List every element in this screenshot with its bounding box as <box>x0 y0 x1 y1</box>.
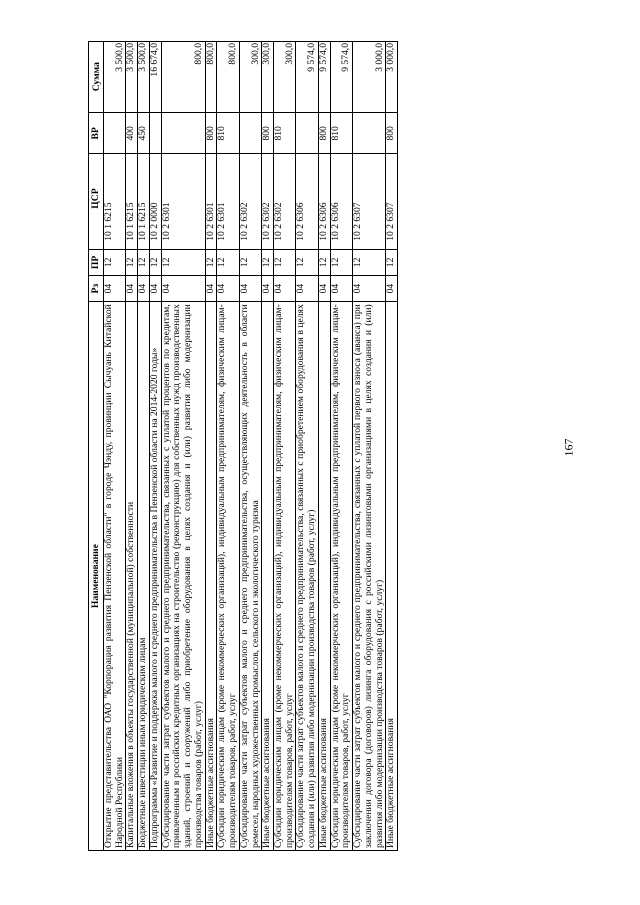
table-row <box>217 42 239 851</box>
header-sum: Сумма <box>89 42 104 113</box>
cell-rz: 04 <box>274 276 296 302</box>
cell-pr: 12 <box>353 249 386 275</box>
cell-pr: 12 <box>262 249 274 275</box>
cell-name: Иные бюджетные ассигнования <box>318 302 330 851</box>
cell-rz: 04 <box>217 276 239 302</box>
cell-vr: 800 <box>205 113 217 154</box>
cell-name: Иные бюджетные ассигнования <box>386 302 398 851</box>
cell-rz: 04 <box>353 276 386 302</box>
cell-sum: 16 674,0 <box>149 42 161 113</box>
cell-csr: 10 2 6307 <box>386 154 398 249</box>
cell-csr: 10 2 6302 <box>239 154 261 249</box>
cell-vr: 400 <box>126 113 138 154</box>
cell-sum: 3 500,0 <box>104 42 126 113</box>
cell-name: Иные бюджетные ассигнования <box>262 302 274 851</box>
page-number: 167 <box>561 438 576 457</box>
cell-name: Подпрограмма «Развитие и поддержка малого и среднего предпринимательства в Пензенской области на 2014-2020 годы» <box>149 302 161 851</box>
cell-sum: 3 000,0 <box>386 42 398 113</box>
header-pr: ПР <box>89 249 104 275</box>
cell-pr: 12 <box>161 249 205 275</box>
cell-name: Субсидии юридическим лицам (кроме некоммерческих организаций), индивидуальным предпринимателям, физическим лицам-производителям товаров, работ, услуг <box>274 302 296 851</box>
cell-rz: 04 <box>104 276 126 302</box>
cell-csr: 10 2 6302 <box>274 154 296 249</box>
cell-csr: 10 2 0000 <box>149 154 161 249</box>
cell-rz: 04 <box>205 276 217 302</box>
table-row <box>104 42 126 851</box>
cell-vr: 800 <box>386 113 398 154</box>
cell-vr <box>149 113 161 154</box>
cell-csr: 10 2 6301 <box>205 154 217 249</box>
cell-csr: 10 2 6302 <box>262 154 274 249</box>
table-row <box>205 42 217 851</box>
cell-name: Субсидирование части затрат субъектов малого и среднего предпринимательства, связанных с приобретением оборудования в целях создания и (или) развития либо модернизации производства товаров (работ, услуг) <box>296 302 318 851</box>
cell-csr: 10 2 6301 <box>217 154 239 249</box>
cell-pr: 12 <box>104 249 126 275</box>
cell-vr: 450 <box>138 113 150 154</box>
header-rz: Рз <box>89 276 104 302</box>
cell-csr: 10 2 6306 <box>330 154 352 249</box>
cell-vr <box>296 113 318 154</box>
cell-rz: 04 <box>262 276 274 302</box>
table-row <box>274 42 296 851</box>
table-row <box>330 42 352 851</box>
header-csr: ЦСР <box>89 154 104 249</box>
table-body <box>104 42 398 851</box>
table-row <box>386 42 398 851</box>
cell-name: Субсидии юридическим лицам (кроме некоммерческих организаций), индивидуальным предпринимателям, физическим лицам-производителям товаров, работ, услуг <box>217 302 239 851</box>
cell-sum: 800,0 <box>161 42 205 113</box>
table-header <box>89 42 104 851</box>
cell-sum: 300,0 <box>262 42 274 113</box>
cell-sum: 300,0 <box>274 42 296 113</box>
cell-rz: 04 <box>239 276 261 302</box>
cell-csr: 10 2 6301 <box>161 154 205 249</box>
cell-pr: 12 <box>296 249 318 275</box>
table-row <box>239 42 261 851</box>
table-row <box>318 42 330 851</box>
cell-rz: 04 <box>149 276 161 302</box>
cell-csr: 10 2 6306 <box>296 154 318 249</box>
cell-name: Открытие представительства ОАО "Корпорация развития Пензенской области" в городе Чэнду, провинции Сычуань Китайской Народной Республики <box>104 302 126 851</box>
cell-csr: 10 2 6306 <box>318 154 330 249</box>
cell-sum: 9 574,0 <box>296 42 318 113</box>
cell-vr <box>161 113 205 154</box>
cell-name: Бюджетные инвестиции иным юридическим лицам <box>138 302 150 851</box>
table-row <box>262 42 274 851</box>
cell-pr: 12 <box>217 249 239 275</box>
cell-vr: 800 <box>262 113 274 154</box>
cell-name: Субсидирование части затрат субъектов малого и среднего предпринимательства, осуществляющих деятельность в области ремесел, народных художественных промыслов, сельского и экологического туризма <box>239 302 261 851</box>
cell-name: Субсидирование части затрат субъектов малого и среднего предпринимательства, связанных с уплатой первого взноса (аванса) при заключении договора (договоров) лизинга оборудования с российскими лизинговыми организациями в целях создания и (или) развития либо модернизации производства товаров (работ, услуг) <box>353 302 386 851</box>
cell-rz: 04 <box>138 276 150 302</box>
cell-name: Капитальные вложения в объекты государственной (муниципальной) собственности <box>126 302 138 851</box>
table-row <box>138 42 150 851</box>
cell-csr: 10 1 6215 <box>104 154 126 249</box>
cell-pr: 12 <box>149 249 161 275</box>
cell-vr: 810 <box>330 113 352 154</box>
table-row <box>161 42 205 851</box>
cell-rz: 04 <box>161 276 205 302</box>
cell-pr: 12 <box>126 249 138 275</box>
cell-sum: 800,0 <box>217 42 239 113</box>
cell-vr: 810 <box>217 113 239 154</box>
cell-csr: 10 1 6215 <box>138 154 150 249</box>
budget-table <box>88 41 398 851</box>
cell-pr: 12 <box>239 249 261 275</box>
table-row <box>149 42 161 851</box>
cell-csr: 10 1 6215 <box>126 154 138 249</box>
cell-vr <box>239 113 261 154</box>
header-vr: ВР <box>89 113 104 154</box>
cell-pr: 12 <box>330 249 352 275</box>
cell-sum: 9 574,0 <box>330 42 352 113</box>
rotated-page-content <box>88 41 550 851</box>
cell-vr: 810 <box>274 113 296 154</box>
cell-pr: 12 <box>138 249 150 275</box>
cell-pr: 12 <box>318 249 330 275</box>
cell-sum: 9 574,0 <box>318 42 330 113</box>
cell-sum: 3 000,0 <box>353 42 386 113</box>
cell-rz: 04 <box>318 276 330 302</box>
cell-name: Субсидии юридическим лицам (кроме некоммерческих организаций), индивидуальным предпринимателям, физическим лицам-производителям товаров, работ, услуг <box>330 302 352 851</box>
cell-vr <box>353 113 386 154</box>
cell-pr: 12 <box>274 249 296 275</box>
cell-pr: 12 <box>205 249 217 275</box>
cell-rz: 04 <box>386 276 398 302</box>
cell-sum: 3 500,0 <box>126 42 138 113</box>
cell-csr: 10 2 6307 <box>353 154 386 249</box>
cell-name: Иные бюджетные ассигнования <box>205 302 217 851</box>
table-row <box>353 42 386 851</box>
cell-sum: 800,0 <box>205 42 217 113</box>
cell-name: Субсидирование части затрат субъектов малого и среднего предпринимательства, связанных с уплатой процентов по кредитам, привлеченным в российских кредитных организациях на строительство (реконструкцию) для собственных нужд производственных зданий, строений и сооружений либо приобретение оборудования в целях создания и (или) развития либо модернизации производства товаров (работ, услуг) <box>161 302 205 851</box>
header-name: Наименование <box>89 302 104 851</box>
cell-vr <box>104 113 126 154</box>
cell-rz: 04 <box>296 276 318 302</box>
cell-rz: 04 <box>330 276 352 302</box>
cell-pr: 12 <box>386 249 398 275</box>
cell-rz: 04 <box>126 276 138 302</box>
table-row <box>296 42 318 851</box>
header-row <box>89 42 104 851</box>
cell-sum: 300,0 <box>239 42 261 113</box>
cell-sum: 3 500,0 <box>138 42 150 113</box>
table-row <box>126 42 138 851</box>
cell-vr: 800 <box>318 113 330 154</box>
